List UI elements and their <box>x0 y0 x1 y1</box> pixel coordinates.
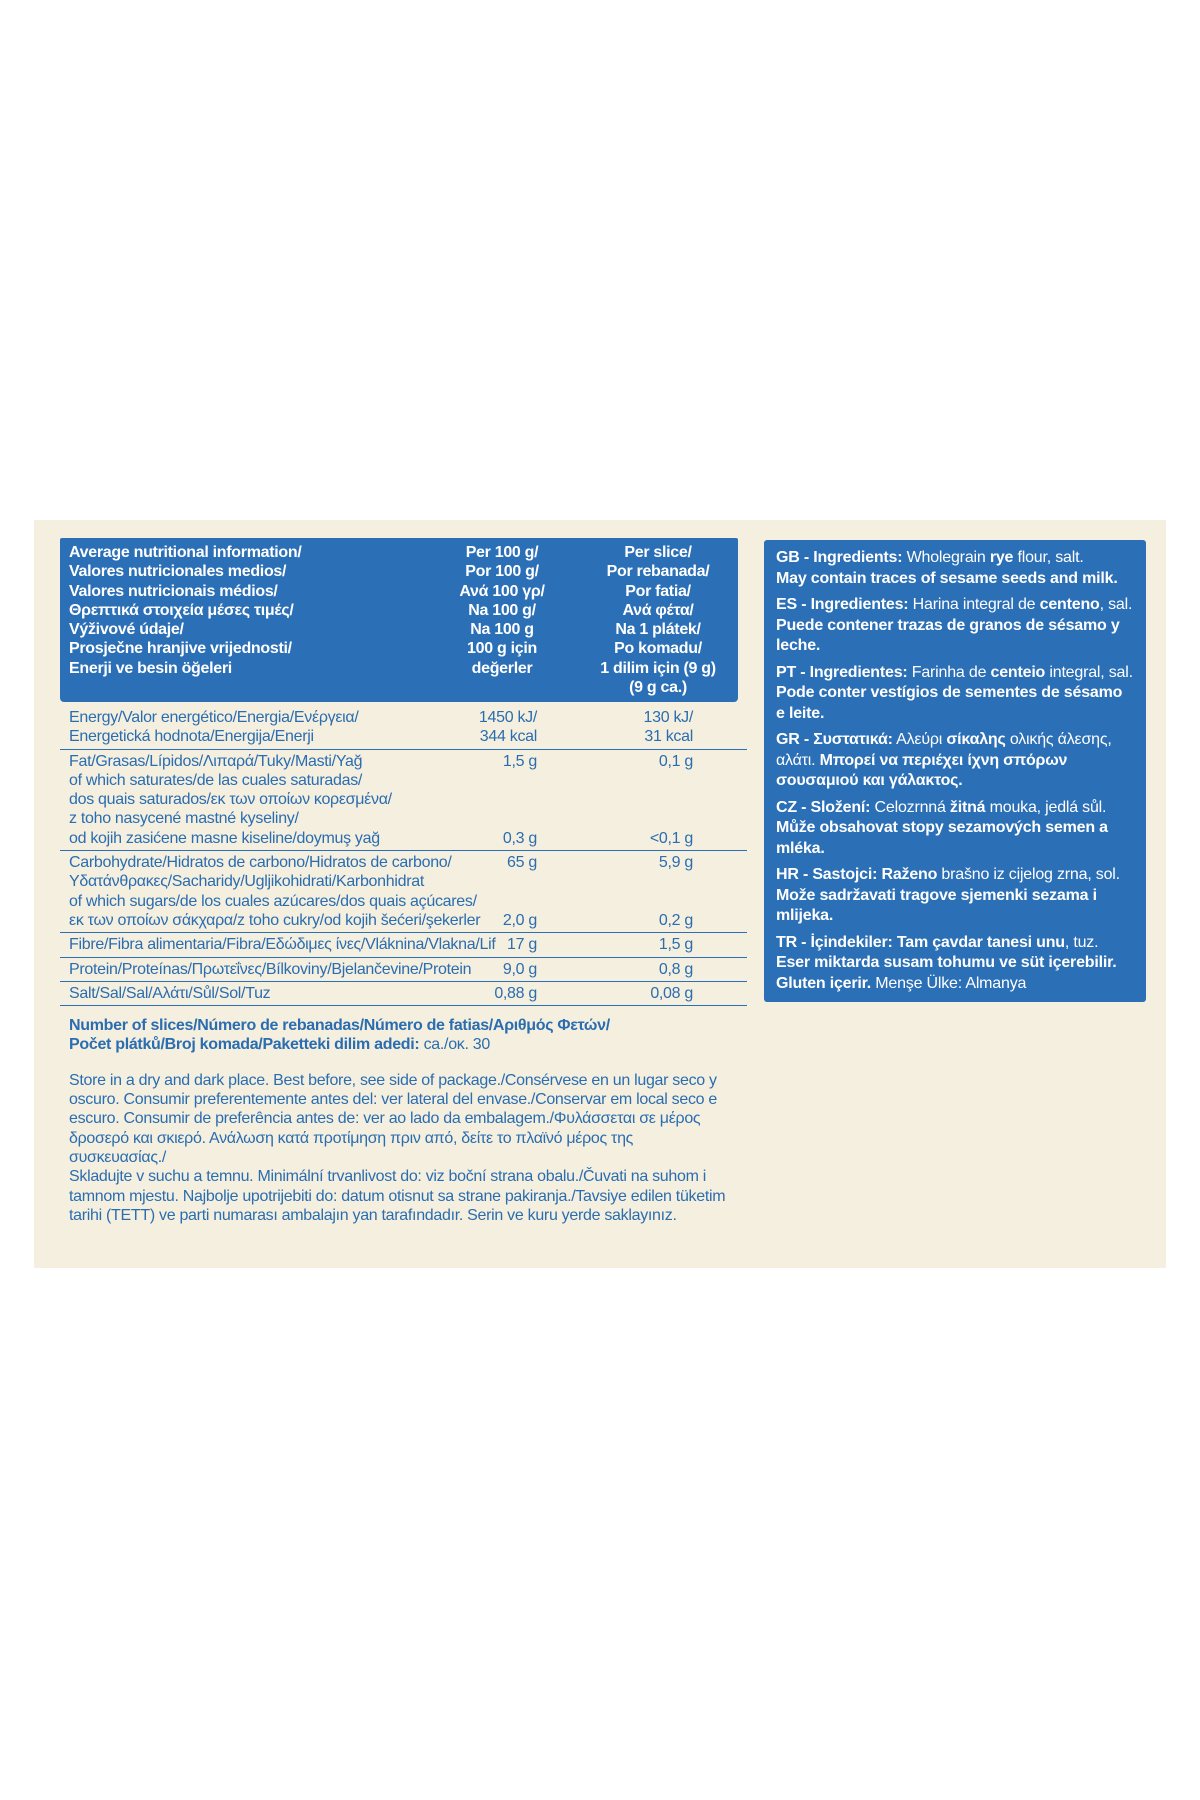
row-label <box>60 851 481 933</box>
value-line <box>537 892 693 911</box>
header-per100-line: 100 g için <box>467 640 537 658</box>
value-line <box>467 892 537 911</box>
header-perslice-line: 1 dilim için (9 g) <box>600 659 716 677</box>
value-per-slice: 0,08 g <box>650 984 693 1002</box>
table-row-fat <box>60 749 747 850</box>
value-line: 130 kJ/ <box>643 709 693 726</box>
value-line: 2,0 g <box>502 911 537 929</box>
row-label-line: z toho nasycené mastné kyseliny/ <box>69 810 299 828</box>
value-line <box>537 809 693 828</box>
header-per100-line: Ανά 100 γρ/ <box>459 582 545 600</box>
value-per-100g: 17 g <box>507 936 537 954</box>
table-row-protein <box>60 957 747 981</box>
header-perslice-line: Po komadu/ <box>614 640 702 658</box>
ingredients-cz: CZ - Složení: Celozrnná žitná mouka, jedlá sůl. Může obsahovat stopy sezamových semen a mléka. <box>776 798 1108 857</box>
value-line: 1450 kJ/ <box>478 709 537 726</box>
value-line <box>467 809 537 828</box>
value-line: 31 kcal <box>644 728 693 746</box>
value-line: <0,1 g <box>649 829 693 847</box>
header-per100-line: Na 100 g/ <box>468 601 536 619</box>
row-label-line: Carbohydrate/Hidratos de carbono/Hidratos de carbono/ <box>69 854 452 872</box>
header-per100-line: Por 100 g/ <box>465 563 539 581</box>
ingredients-gb: GB - Ingredients: Wholegrain rye flour, salt. May contain traces of sesame seeds and milk. <box>776 549 1118 587</box>
storage-instructions: Store in a dry and dark place. Best before, see side of package./Consérvese en un lugar seco y oscuro. Consumir preferentemente antes del: ver lateral del envase./Conservar em local seco e escuro. Consumir de preferência antes de: ver ao lado da embalagem./Φυλάσσεται σε μέρος δροσερό και σκιερό. Ανάλωση κατά προτίμηση πριν από, δείτε το πλαϊνό μέρος της συσκευασίας./ Skladujte v suchu a temnu. Minimální trvanlivost do: viz boční strana obalu./Čuvati na suhom i tamnom mjestu. Najbolje upotrijebiti do: datum otisnut sa strane pakiranja./Tavsiye edilen tüketim tarihi (TETT) ve parti numarası ambalajın yan tarafındadır. Serin ve kuru yerde saklayınız. <box>69 1071 726 1224</box>
header-label-line: Valores nutricionales medios/ <box>69 563 287 581</box>
header-perslice-line: Por rebanada/ <box>606 563 710 581</box>
table-row-fibre <box>60 933 747 957</box>
table-row-energy <box>60 706 747 749</box>
value-line <box>537 771 693 790</box>
row-label-line: Energy/Valor energético/Energia/Ενέργεια/ <box>69 709 359 726</box>
value-line <box>467 771 537 790</box>
value-line: 1,5 g <box>502 752 537 770</box>
slices-value: ca./οκ. 30 <box>419 1036 490 1054</box>
value-per-slice <box>537 706 747 749</box>
header-perslice-line: (9 g ca.) <box>629 679 687 697</box>
header-perslice-line: Per slice/ <box>624 544 692 561</box>
value-per-slice: 1,5 g <box>658 936 693 954</box>
header-perslice-line: Ανά φέτα/ <box>622 601 694 619</box>
row-label-line: εκ των οποίων σάκχαρα/z toho cukry/od kojih šećeri/şekerler <box>69 911 481 929</box>
header-label-line: Výživové údaje/ <box>69 621 184 639</box>
ingredients-box <box>764 540 1146 1002</box>
slices-count <box>60 1016 738 1055</box>
header-perslice-line: Na 1 plátek/ <box>615 621 701 639</box>
header-label-line: Enerji ve besin öğeleri <box>69 659 232 677</box>
ingredients-gr: GR - Συστατικά: Αλεύρι σίκαλης ολικής άλεσης, αλάτι. Μπορεί να περιέχει ίχνη σπόρων σουσαμιού και γάλακτος. <box>776 731 1112 789</box>
value-line: 344 kcal <box>479 728 537 746</box>
ingredients-es: ES - Ingredientes: Harina integral de centeno, sal. Puede contener trazas de granos de sésamo y leche. <box>776 596 1133 654</box>
row-label-line: of which sugars/de los cuales azúcares/dos quais açúcares/ <box>69 892 477 910</box>
table-row-salt <box>60 981 747 1005</box>
value-per-slice: 0,8 g <box>658 960 693 978</box>
header-label-line: Average nutritional information/ <box>69 544 302 561</box>
header-label <box>69 543 449 678</box>
header-per100-line: Na 100 g <box>470 621 534 639</box>
header-label-line: Prosječne hranjive vrijednosti/ <box>69 640 292 658</box>
row-label: Salt/Sal/Sal/Αλάτι/Sůl/Sol/Tuz <box>69 984 271 1002</box>
row-label-line: od kojih zasićene masne kiseline/doymuş yağ <box>69 829 380 847</box>
value-line <box>537 790 693 809</box>
value-per-100g: 0,88 g <box>494 984 537 1002</box>
header-per100-line: değerler <box>471 659 533 677</box>
header-per-slice <box>578 543 738 697</box>
nutrition-header <box>60 538 738 702</box>
value-per-100g <box>467 706 537 749</box>
header-per-100g <box>422 543 582 678</box>
header-label-line: Θρεπτικά στοιχεία μέσες τιμές/ <box>69 601 294 619</box>
nutrition-section <box>60 538 738 1225</box>
value-line: 65 g <box>507 854 537 872</box>
value-line <box>537 872 693 891</box>
value-per-slice <box>537 749 747 850</box>
row-label <box>60 706 467 749</box>
row-label-line: of which saturates/de las cuales saturadas/ <box>69 771 363 789</box>
slices-label: Počet plátků/Broj komada/Paketteki dilim adedi: <box>69 1036 420 1054</box>
value-line: 0,3 g <box>502 829 537 847</box>
nutrition-table <box>60 706 747 1006</box>
row-label: Protein/Proteínas/Πρωτεΐνες/Bílkoviny/Bjelančevine/Protein <box>69 960 472 978</box>
value-per-slice <box>537 851 747 933</box>
value-line: 0,1 g <box>658 752 693 770</box>
ingredients-pt: PT - Ingredientes: Farinha de centeio integral, sal. Pode conter vestígios de sementes de sésamo e leite. <box>776 663 1133 722</box>
ingredients-tr: TR - İçindekiler: Tam çavdar tanesi unu, tuz. Eser miktarda susam tohumu ve süt içerebilir. Gluten içerir. Menşe Ülke: Almanya <box>776 933 1117 992</box>
value-per-100g: 9,0 g <box>502 960 537 978</box>
row-label <box>60 749 467 850</box>
value-line <box>467 872 537 891</box>
header-perslice-line: Por fatia/ <box>625 582 691 600</box>
slices-line: Number of slices/Número de rebanadas/Número de fatias/Αριθμός Φετών/ <box>69 1017 610 1035</box>
header-label-line: Valores nutricionais médios/ <box>69 582 278 600</box>
value-per-100g <box>467 749 537 850</box>
row-label-line: Energetická hodnota/Energija/Enerji <box>69 728 314 746</box>
header-per100-line: Per 100 g/ <box>465 544 539 561</box>
row-label-line: Fat/Grasas/Lípidos/Λιπαρά/Tuky/Masti/Yağ <box>69 752 363 770</box>
value-line: 0,2 g <box>658 911 693 929</box>
value-line: 5,9 g <box>658 854 693 872</box>
ingredients-hr: HR - Sastojci: Raženo brašno iz cijelog zrna, sol. Može sadržavati tragove sjemenki sezama i mlijeka. <box>776 866 1120 924</box>
row-label-line: dos quais saturados/εκ των οποίων κορεσμένα/ <box>69 791 392 809</box>
value-line <box>467 790 537 809</box>
row-label-line: Υδατάνθρακες/Sacharidy/Ugljikohidrati/Karbonhidrat <box>69 873 424 891</box>
row-label: Fibre/Fibra alimentaria/Fibra/Εδώδιμες ίνες/Vláknina/Vlakna/Lif <box>69 936 496 954</box>
table-row-carbohydrate <box>60 851 747 933</box>
